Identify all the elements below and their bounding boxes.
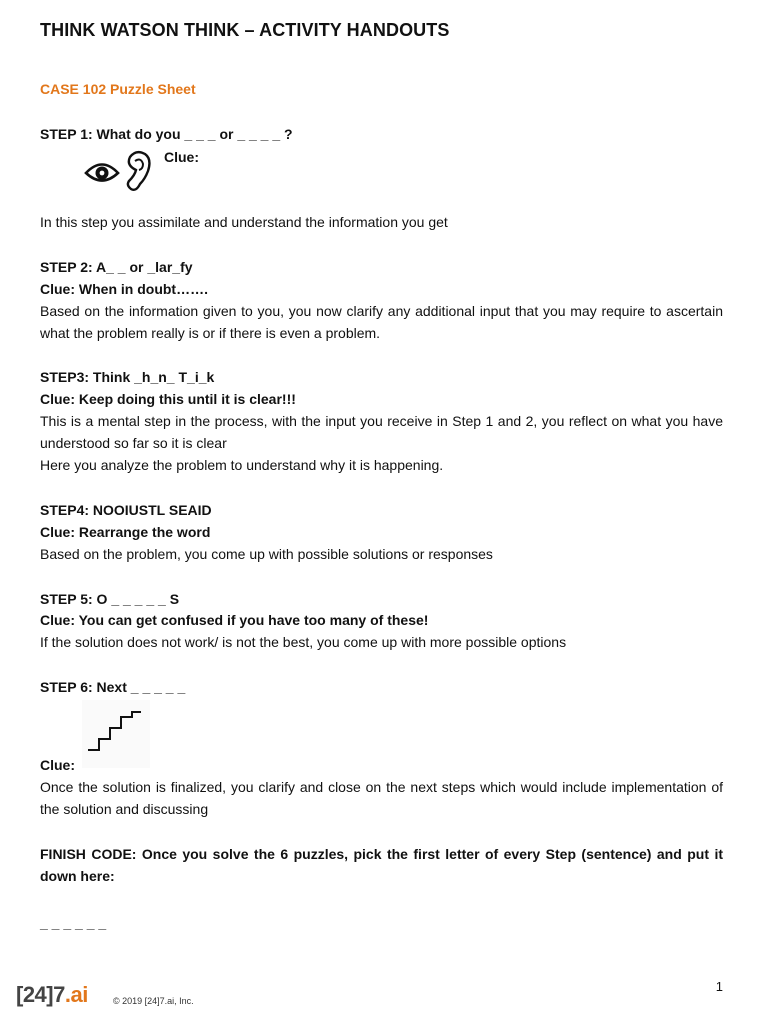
- step1-clue-icons: [84, 148, 156, 194]
- step5-description: If the solution does not work/ is not the best, you come up with more possible options: [40, 634, 567, 650]
- finish-code-blanks: _ _ _ _ _ _: [40, 915, 107, 931]
- stairs-clue-box: [82, 700, 150, 768]
- step6-heading: STEP 6: Next _ _ _ _ _: [40, 679, 186, 695]
- step6-clue-label: Clue:: [40, 757, 75, 773]
- step3-description: This is a mental step in the process, with the input you receive in Step 1 and 2, you reflect on what you have understood so far so it is clear: [40, 413, 723, 451]
- step2-clue: Clue: When in doubt…….: [40, 281, 208, 297]
- logo-suffix-text: .ai: [64, 982, 88, 1007]
- step4-clue: Clue: Rearrange the word: [40, 524, 211, 540]
- step3-heading: STEP3: Think _h_n_ T_i_k: [40, 369, 215, 385]
- ear-icon: [122, 148, 154, 194]
- step2-description: Based on the information given to you, you now clarify any additional input that you may require to ascertain what the problem really is or if there is even a problem.: [40, 303, 723, 341]
- step6-description: Once the solution is finalized, you clarify and close on the next steps which would include implementation of the solution and discussing: [40, 779, 723, 817]
- eye-icon: [84, 148, 124, 194]
- step2-heading: STEP 2: A_ _ or _lar_fy: [40, 259, 193, 275]
- step1-clue-label: Clue:: [164, 149, 199, 165]
- step5-heading: STEP 5: O _ _ _ _ _ S: [40, 591, 180, 607]
- step1-heading: STEP 1: What do you _ _ _ or _ _ _ _ ?: [40, 126, 293, 142]
- step5-clue: Clue: You can get confused if you have too many of these!: [40, 612, 429, 628]
- step3-clue: Clue: Keep doing this until it is clear!!!: [40, 391, 296, 407]
- finish-code-instruction: FINISH CODE: Once you solve the 6 puzzles, pick the first letter of every Step (sentence) and put it down here:: [40, 846, 723, 884]
- step4-description: Based on the problem, you come up with possible solutions or responses: [40, 546, 493, 562]
- case-subtitle: CASE 102 Puzzle Sheet: [40, 81, 196, 97]
- stairs-icon: [82, 700, 150, 768]
- page-title: THINK WATSON THINK – ACTIVITY HANDOUTS: [40, 20, 450, 40]
- step4-heading: STEP4: NOOIUSTL SEAID: [40, 502, 212, 518]
- step3-description-2: Here you analyze the problem to understand why it is happening.: [40, 457, 444, 473]
- company-logo: [16, 982, 88, 1008]
- copyright-notice: © 2019 [24]7.ai, Inc.: [113, 996, 194, 1006]
- step1-description: In this step you assimilate and understand the information you get: [40, 214, 448, 230]
- page-number: 1: [715, 979, 723, 994]
- logo-main-text: [24]7: [16, 982, 65, 1007]
